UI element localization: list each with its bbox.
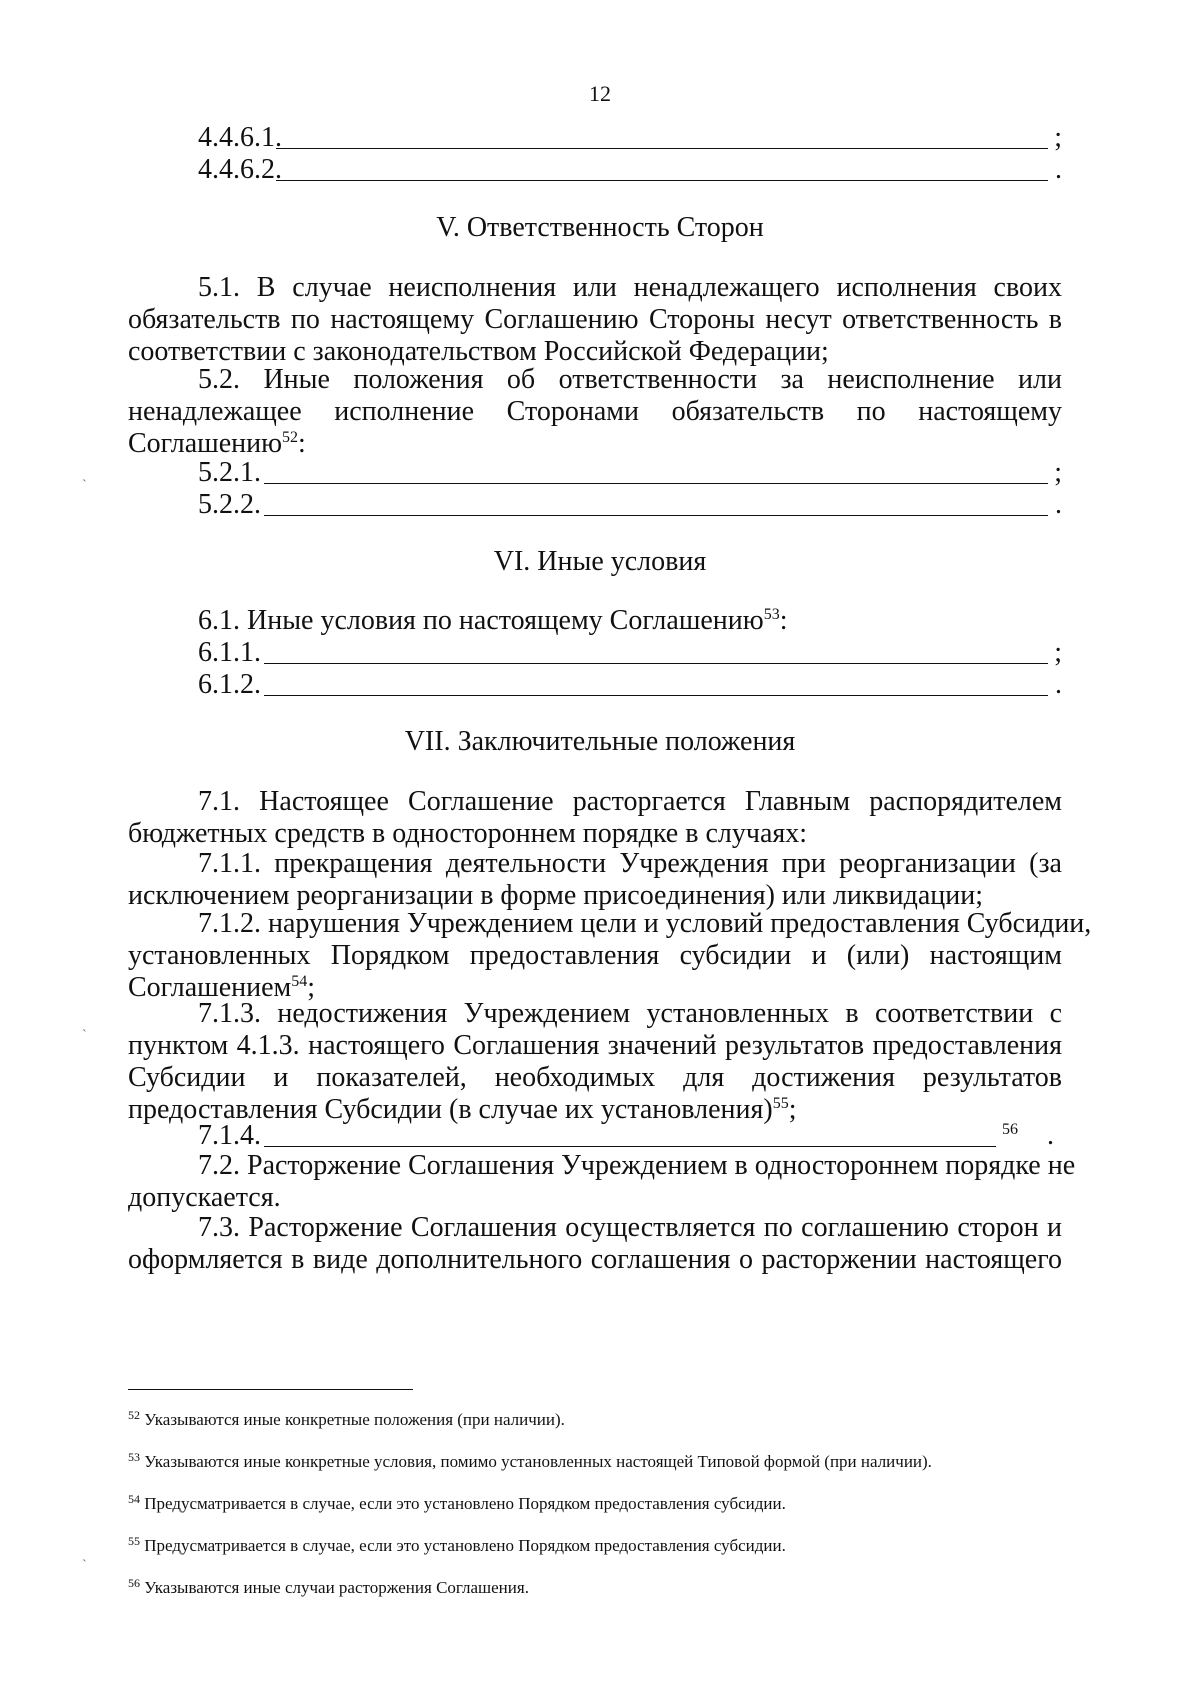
text-line: обязательств по настоящему Соглашению Стороны несут ответственность в xyxy=(128,304,1062,335)
item-end: ; xyxy=(1054,122,1062,153)
text-line: 5.2. Иные положения об ответственности за неисполнение или xyxy=(198,364,1062,395)
footnote-ref-52: 52 xyxy=(282,429,299,446)
paragraph-7-1 xyxy=(128,786,1062,850)
footnote-number: 55 xyxy=(128,1534,140,1548)
text-line: Субсидии и показателей, необходимых для достижения результатов xyxy=(128,1062,1062,1093)
footnote-number: 52 xyxy=(128,1408,140,1422)
footnote-number: 53 xyxy=(128,1450,140,1464)
item-end: ; xyxy=(1054,637,1062,668)
footnote-ref-55: 55 xyxy=(772,1095,789,1112)
fill-line xyxy=(276,180,1048,181)
item-end: . xyxy=(1055,669,1062,700)
text-line: 7.1.1. прекращения деятельности Учреждения при реорганизации (за xyxy=(198,848,1062,879)
section-heading-5: V. Ответственность Сторон xyxy=(436,212,764,243)
item-number: 4.4.6.1. xyxy=(198,122,282,153)
item-number: 4.4.6.2. xyxy=(198,154,282,185)
footnote-ref-56: 56 xyxy=(1002,1121,1018,1138)
text-line: исключением реорганизации в форме присоединения) или ликвидации; xyxy=(128,880,984,911)
text-line: 5.1. В случае неисполнения или ненадлежащего исполнения своих xyxy=(198,272,1062,303)
superscript-wrap xyxy=(1002,1120,1018,1152)
item-number: 5.2.1. xyxy=(198,457,261,488)
footnote-text: Указываются иные конкретные положения (при наличии). xyxy=(144,1410,565,1429)
text-line: установленных Порядком предоставления субсидии и (или) настоящим xyxy=(128,940,1062,971)
footnote-ref-53: 53 xyxy=(763,606,780,623)
scan-speck: ˋ xyxy=(82,1028,87,1043)
text-line: пунктом 4.1.3. настоящего Соглашения значений результатов предоставления xyxy=(128,1030,1062,1061)
scan-speck: ˋ xyxy=(82,478,87,493)
item-end: ; xyxy=(1054,457,1062,488)
paragraph-7-2 xyxy=(128,1150,1076,1214)
paragraph-7-1-2 xyxy=(128,908,1092,1004)
page-number: 12 xyxy=(589,81,611,106)
footnote-text: Указываются иные конкретные условия, помимо установленных настоящей Типовой формой (при наличии). xyxy=(144,1452,932,1471)
fill-line xyxy=(264,663,1048,664)
item-number: 5.2.2. xyxy=(198,489,261,520)
scan-speck: ˋ xyxy=(82,1558,87,1573)
text-line: 7.1.3. недостижения Учреждением установленных в соответствии с xyxy=(198,998,1062,1029)
blank-item-4461 xyxy=(198,122,1062,154)
paragraph-5-2 xyxy=(128,364,1062,460)
fill-line xyxy=(264,1146,996,1147)
text-line: соответствии с законодательством Российской Федерации; xyxy=(128,336,829,367)
text-fragment: Соглашению xyxy=(128,428,283,459)
blank-item-522 xyxy=(198,489,1062,521)
blank-item-611 xyxy=(198,637,1062,669)
text-fragment: : xyxy=(298,428,306,459)
section-heading-7: VII. Заключительные положения xyxy=(404,726,796,757)
text-line: 7.2. Расторжение Соглашения Учреждением в одностороннем порядке не xyxy=(198,1150,1076,1181)
footnote-text: Предусматривается в случае, если это установлено Порядком предоставления субсидии. xyxy=(144,1536,786,1555)
footnote-number: 56 xyxy=(128,1576,140,1590)
item-number: 6.1.2. xyxy=(198,669,261,700)
text-line: 7.1. Настоящее Соглашение расторгается Главным распорядителем xyxy=(198,786,1062,817)
item-end: . xyxy=(1055,154,1062,185)
blank-item-521 xyxy=(198,457,1062,489)
text-fragment: ; xyxy=(307,972,316,1003)
item-number: 6.1.1. xyxy=(198,637,261,668)
text-fragment: Соглашением xyxy=(128,972,292,1003)
blank-item-714 xyxy=(198,1120,1062,1152)
fill-line xyxy=(264,695,1048,696)
footnote-number: 54 xyxy=(128,1492,140,1506)
text-fragment: 6.1. Иные условия по настоящему Соглашению xyxy=(198,605,764,636)
paragraph-5-1 xyxy=(128,272,1062,368)
fill-line xyxy=(264,515,1048,516)
footnote-52 xyxy=(128,1410,565,1430)
paragraph-7-1-3 xyxy=(128,998,1062,1126)
blank-item-4462 xyxy=(198,154,1062,186)
footnote-54 xyxy=(128,1494,786,1514)
section-heading-6: VI. Иные условия xyxy=(493,546,707,577)
item-end: . xyxy=(1055,489,1062,520)
text-line xyxy=(128,428,1062,460)
footnote-separator xyxy=(128,1389,413,1390)
paragraph-7-3 xyxy=(128,1212,1062,1276)
paragraph-6-1 xyxy=(198,605,1062,637)
fill-line xyxy=(264,483,1048,484)
fill-line xyxy=(276,148,1048,149)
blank-item-612 xyxy=(198,669,1062,701)
text-line: ненадлежащее исполнение Сторонами обязательств по настоящему xyxy=(128,396,1062,427)
text-line: бюджетных средств в одностороннем порядке в случаях: xyxy=(128,818,808,849)
footnote-53 xyxy=(128,1452,932,1472)
footnote-text: Предусматривается в случае, если это установлено Порядком предоставления субсидии. xyxy=(144,1494,786,1513)
footnote-ref-54: 54 xyxy=(291,973,308,990)
item-number: 7.1.4. xyxy=(198,1120,261,1151)
text-line: 7.3. Расторжение Соглашения осуществляется по соглашению сторон и xyxy=(198,1212,1062,1243)
text-line: допускается. xyxy=(128,1182,281,1213)
text-fragment: : xyxy=(779,605,788,636)
text-line: 7.1.2. нарушения Учреждением цели и условий предоставления Субсидии, xyxy=(198,908,1092,939)
text-fragment: предоставления Субсидии (в случае их установления) xyxy=(128,1094,773,1125)
paragraph-7-1-1 xyxy=(128,848,1062,912)
item-end: . xyxy=(1047,1120,1054,1151)
text-fragment: ; xyxy=(788,1094,797,1125)
footnote-text: Указываются иные случаи расторжения Соглашения. xyxy=(144,1578,529,1597)
footnote-56 xyxy=(128,1578,529,1598)
text-line: оформляется в виде дополнительного соглашения о расторжении настоящего xyxy=(128,1244,1062,1275)
footnote-55 xyxy=(128,1536,786,1556)
